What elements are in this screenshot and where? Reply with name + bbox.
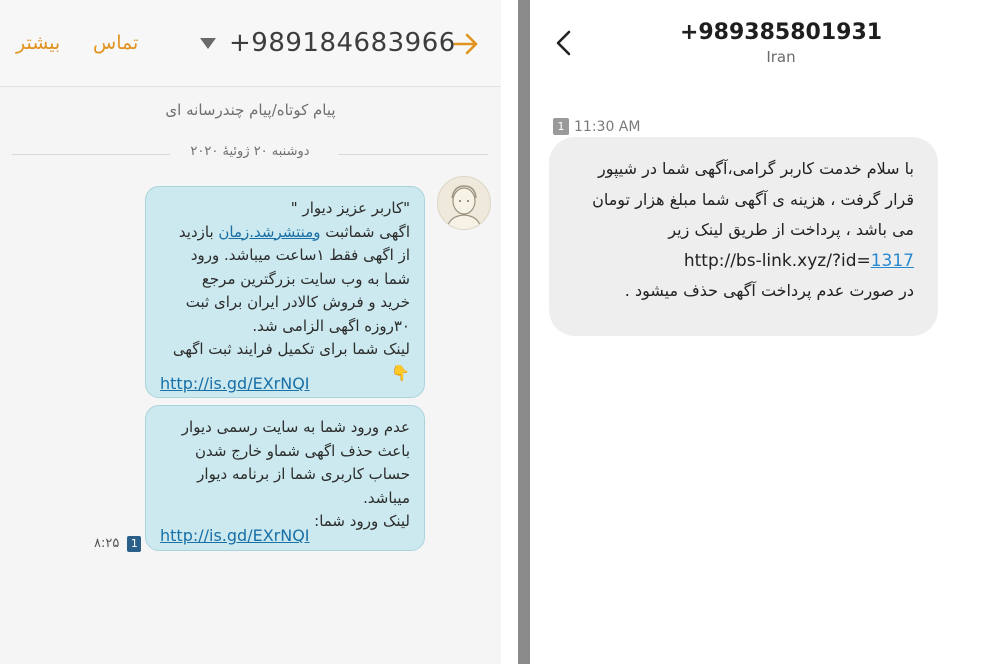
sim-badge: 1 <box>127 536 141 552</box>
message-line: با سلام خدمت کاربر گرامی،آگهی شما در شیپور <box>597 159 914 178</box>
date-label: دوشنبه ۲۰ ژوئیهٔ ۲۰۲۰ <box>190 144 310 159</box>
message-type-label: پیام کوتاه/پیام چندرسانه ای <box>165 101 336 119</box>
message-bubble[interactable] <box>549 137 938 336</box>
message-line: قرار گرفت ، هزینه ی آگهی شما مبلغ هزار تومان <box>592 189 914 209</box>
conversation-header <box>0 0 501 87</box>
message-text: از اگهی فقط ۱ساعت میباشد. ورود شما به وب سایت بزرگترین مرجع خرید و فروش کالادر ایران برای ثبت ۳۰روزه اگهی الزامی شد. لینک شما برای تکمیل فرایند ثبت اگهی 👇 <box>172 246 410 382</box>
sender-country: Iran <box>766 48 796 66</box>
sender-phone-number: +989385801931 <box>679 20 883 45</box>
right-screenshot <box>531 0 1000 664</box>
message-line: در صورت عدم پرداخت آگهی حذف میشود . <box>624 281 914 300</box>
message-meta <box>553 116 640 134</box>
message-link[interactable]: http://is.gd/EXrNQI <box>160 526 310 545</box>
more-button[interactable]: بیشتر <box>16 32 61 54</box>
message-bubble[interactable] <box>145 405 425 551</box>
message-link[interactable] <box>573 246 914 277</box>
image-divider <box>501 0 531 664</box>
message-line <box>160 221 410 245</box>
arrow-right-icon[interactable] <box>452 30 480 58</box>
message-time: ۸:۲۵ <box>94 536 120 551</box>
divider-bar <box>518 0 530 664</box>
message-text: عدم ورود شما به سایت رسمی دیوار باعث حذف اگهی شماو خارج شدن حساب کاربری شما از برنامه دیوار میباشد. لینک ورود شما: <box>181 418 410 530</box>
person-icon <box>438 177 490 229</box>
link-prefix: http://bs-link.xyz/?id= <box>683 250 871 271</box>
inline-link[interactable]: ومنتشرشد.زمان <box>218 222 321 241</box>
message-line: می باشد ، پرداخت از طریق لینک زیر <box>668 220 914 239</box>
message-line: "کاربر عزیز دیوار " <box>290 199 410 217</box>
sim-badge: 1 <box>553 118 569 135</box>
call-button[interactable]: تماس <box>93 32 139 54</box>
link-id[interactable]: 1317 <box>870 250 914 271</box>
message-bubble[interactable] <box>145 186 425 398</box>
chevron-left-icon[interactable] <box>553 30 575 56</box>
avatar[interactable] <box>437 176 491 230</box>
sender-phone-number: +989184683966 <box>229 28 456 58</box>
message-meta <box>94 533 141 551</box>
caret-down-icon[interactable] <box>200 38 216 49</box>
message-text: اگهی شماثبت <box>320 222 410 241</box>
message-time: 11:30 AM <box>574 118 641 135</box>
date-separator <box>12 144 488 164</box>
message-text: بازدید <box>178 222 219 241</box>
message-link[interactable]: http://is.gd/EXrNQI <box>160 374 310 393</box>
